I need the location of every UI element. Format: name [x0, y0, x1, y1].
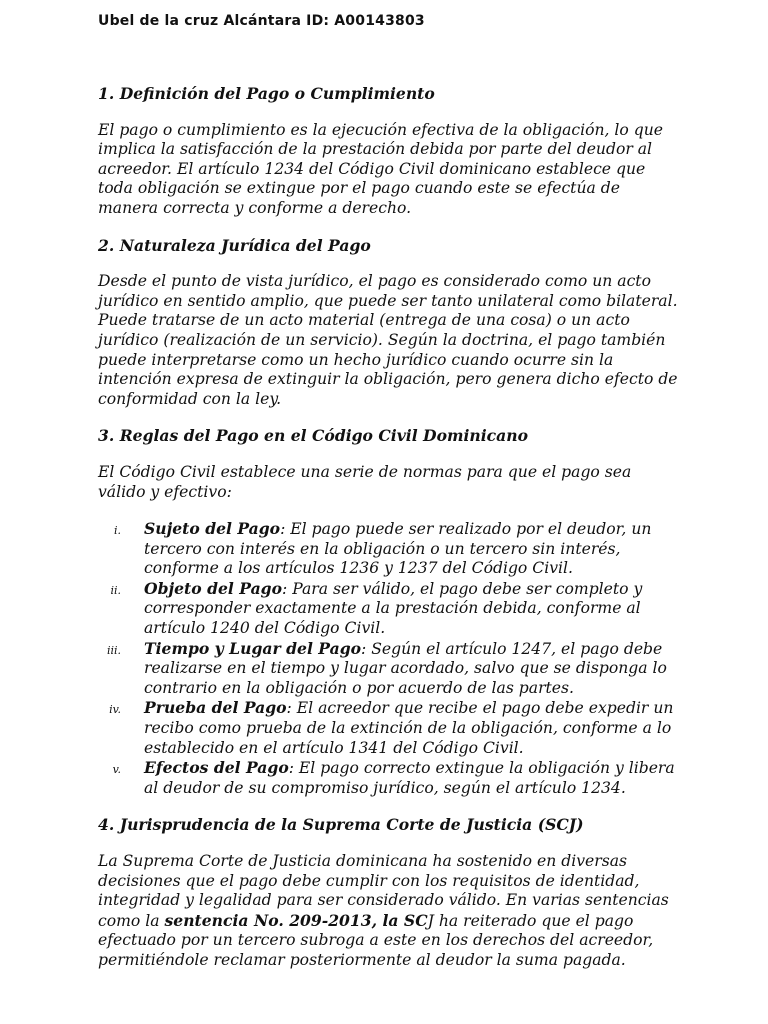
rule-text: : El acreedor que recibe el pago debe expedir un recibo como prueba de la extinción de la obligación, conforme a lo establecido en el artículo 1341 del Código Civil.	[144, 699, 674, 757]
payment-rules-list	[98, 519, 678, 798]
rule-term: Efectos del Pago	[144, 758, 289, 778]
list-number: iv.	[109, 703, 121, 717]
section-1-paragraph: El pago o cumplimiento es la ejecución efectiva de la obligación, lo que implica la satisfacción de la prestación debida por parte del deudor al acreedor. El artículo 1234 del Código Civil dominicano establece que toda obligación se extingue por el pago cuando este se efectúa de manera correcta y conforme a derecho.	[98, 120, 664, 217]
section-2-paragraph: Desde el punto de vista jurídico, el pago es considerado como un acto jurídico en sentido amplio, que puede ser tanto unilateral como bilateral. Puede tratarse de un acto material (entrega de una cosa) o un acto jurídico (realización de un servicio). Según la doctrina, el pago también puede interpretarse como un hecho jurídico cuando ocurre sin la intención expresa de extinguir la obligación, pero genera dicho efecto de conformidad con la ley.	[98, 272, 678, 408]
rule-text: : Para ser válido, el pago debe ser completo y corresponder exactamente a la prestación debida, conforme al artículo 1240 del Código Civil.	[144, 579, 643, 638]
section-3-title: 3. Reglas del Pago en el Código Civil Dominicano	[98, 426, 529, 446]
section-2-title: 2. Naturaleza Jurídica del Pago	[98, 235, 371, 255]
section-1-title: 1. Definición del Pago o Cumplimiento	[98, 84, 435, 103]
list-item-sujeto	[98, 519, 678, 579]
paragraph-text: La Suprema Corte de Justicia dominicana ha sostenido en diversas decisiones que el pago debe cumplir con los requisitos de identidad, integridad y legalidad para ser considerado válido. En varias sentencias como la	[98, 852, 669, 930]
list-item-prueba	[98, 698, 678, 758]
section-4-paragraph	[98, 852, 678, 971]
list-item-objeto	[98, 579, 678, 639]
list-number: v.	[112, 763, 121, 777]
document-body	[98, 84, 678, 988]
list-item-tiempo-lugar	[98, 639, 678, 699]
sentence-reference: sentencia No. 209-2013, la SC	[164, 910, 428, 930]
rule-term: Tiempo y Lugar del Pago	[144, 638, 362, 658]
document-header: Ubel de la cruz Alcántara ID: A00143803	[98, 13, 425, 29]
rule-text: : Según el artículo 1247, el pago debe realizarse en el tiempo y lugar acordado, salvo que se disponga lo contrario en la obligación o por acuerdo de las partes.	[144, 639, 667, 697]
list-number: iii.	[106, 643, 121, 657]
rule-text: : El pago correcto extingue la obligación y libera al deudor de su compromiso jurídico, según el artículo 1234.	[144, 759, 675, 797]
rule-term: Prueba del Pago	[144, 698, 287, 718]
list-item-efectos	[98, 758, 678, 798]
section-4-title: 4. Jurisprudencia de la Suprema Corte de Justicia (SCJ)	[98, 815, 584, 835]
rule-text: : El pago puede ser realizado por el deudor, un tercero con interés en la obligación o un tercero sin interés, conforme a los artículos 1236 y 1237 del Código Civil.	[144, 520, 652, 578]
paragraph-text: J ha reiterado que el pago efectuado por un tercero subroga a este en los derechos del acreedor, permitiéndole reclamar posteriormente al deudor la suma pagada.	[98, 911, 654, 969]
list-number: i.	[113, 524, 121, 538]
section-3-intro: El Código Civil establece una serie de normas para que el pago sea válido y efectivo:	[98, 462, 632, 501]
list-number: ii.	[110, 583, 121, 597]
rule-term: Objeto del Pago	[144, 578, 282, 598]
rule-term: Sujeto del Pago	[144, 519, 281, 539]
